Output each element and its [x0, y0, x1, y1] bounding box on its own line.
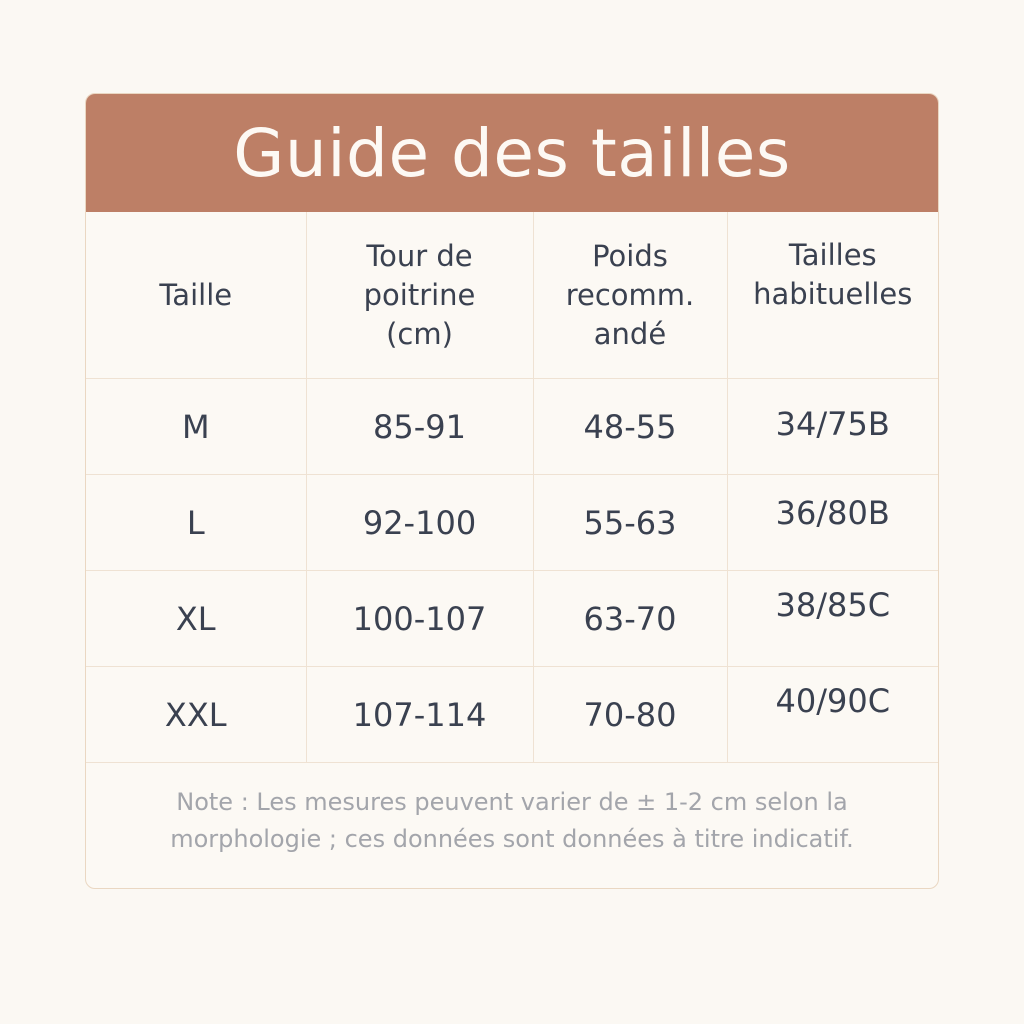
- table-row: [86, 571, 938, 667]
- cell-weight: 70-80: [533, 667, 727, 763]
- column-header-usual-sizes: Tailles habituelles: [727, 212, 938, 379]
- size-table: [86, 212, 938, 763]
- table-row: [86, 475, 938, 571]
- title-banner: [86, 94, 938, 212]
- cell-chest: 100-107: [306, 571, 533, 667]
- cell-weight: 55-63: [533, 475, 727, 571]
- cell-usual-size: 36/80B: [727, 475, 938, 571]
- cell-usual-size: 34/75B: [727, 379, 938, 475]
- column-header-chest: Tour de poitrine (cm): [306, 212, 533, 379]
- cell-size: XXL: [86, 667, 306, 763]
- table-row: [86, 379, 938, 475]
- cell-size: L: [86, 475, 306, 571]
- column-header-size: Taille: [86, 212, 306, 379]
- cell-size: M: [86, 379, 306, 475]
- cell-usual-size: 38/85C: [727, 571, 938, 667]
- cell-size: XL: [86, 571, 306, 667]
- size-guide-card: [85, 93, 939, 889]
- cell-chest: 92-100: [306, 475, 533, 571]
- footnote: Note : Les mesures peuvent varier de ± 1-2 cm selon la morphologie ; ces données sont données à titre indicatif.: [170, 788, 854, 853]
- cell-usual-size: 40/90C: [727, 667, 938, 763]
- table-row: [86, 667, 938, 763]
- cell-weight: 63-70: [533, 571, 727, 667]
- cell-weight: 48-55: [533, 379, 727, 475]
- column-header-weight: Poids recomm. andé: [533, 212, 727, 379]
- table-header-row: [86, 212, 938, 379]
- page-title: Guide des tailles: [233, 114, 791, 192]
- cell-chest: 85-91: [306, 379, 533, 475]
- cell-chest: 107-114: [306, 667, 533, 763]
